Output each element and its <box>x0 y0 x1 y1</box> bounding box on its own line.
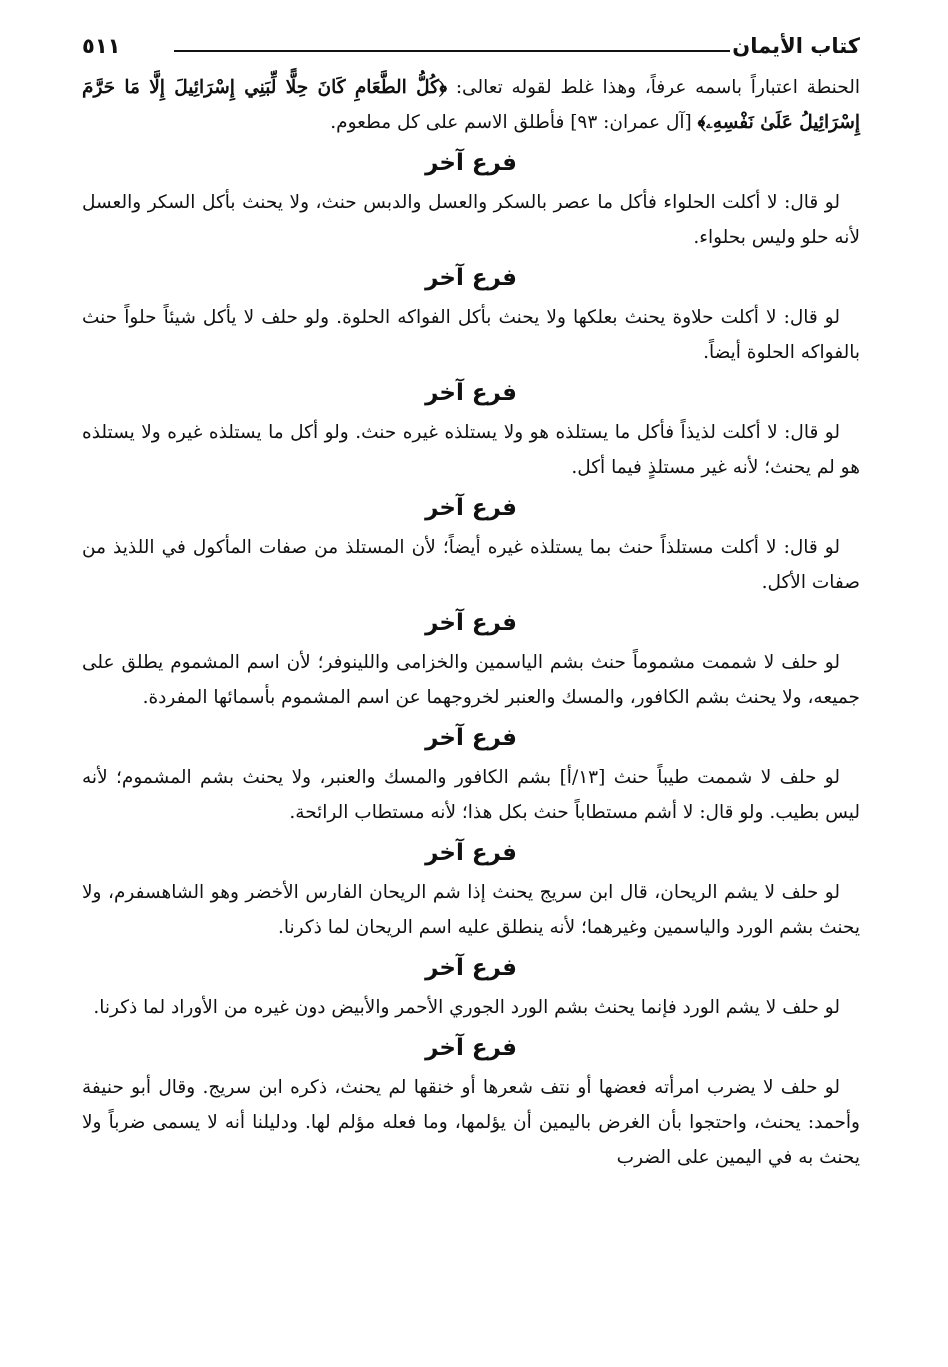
section-paragraph: لو قال: لا أكلت الحلواء فأكل ما عصر بالسكر والعسل والدبس حنث، ولا يحنث بأكل السكر والعسل لأنه حلو وليس بحلواء. <box>82 192 860 248</box>
section-9 <box>82 1025 860 1175</box>
quran-verse: ﴿كُلُّ الطَّعَامِ كَانَ حِلًّا لِّبَنِي إِسْرَائِيلَ إِلَّا مَا حَرَّمَ إِسْرَائِيلُ عَلَىٰ نَفْسِهِۦ﴾ <box>82 77 860 133</box>
section-heading: فرع آخر <box>425 955 517 981</box>
section-7 <box>82 830 860 945</box>
section-paragraph: لو حلف لا يضرب امرأته فعضها أو نتف شعرها أو خنقها لم يحنث، ذكره ابن سريج. وقال أبو حنيفة وأحمد: يحنث، واحتجوا بأن الغرض باليمين أن يؤلمها، وما فعله مؤلم لها. ودليلنا أنه لا يسمى ضرباً ولا يحنث به في اليمين على الضرب <box>82 1077 860 1168</box>
header-rule <box>174 50 730 52</box>
section-paragraph: لو حلف لا شممت مشموماً حنث بشم الياسمين والخزامى واللينوفر؛ لأن اسم المشموم يطلق على جميعه، ولا يحنث بشم الكافور، والمسك والعنبر لخروجهما عن اسم المشموم بأسمائها المفردة. <box>82 652 860 708</box>
section-paragraph: لو قال: لا أكلت حلاوة يحنث بعلكها ولا يحنث بأكل الفواكه الحلوة. ولو حلف لا يأكل شيئاً حلواً حنث بالفواكه الحلوة أيضاً. <box>82 307 860 363</box>
page-number: ٥١١ <box>82 34 121 58</box>
section-8 <box>82 945 860 1025</box>
page-header <box>82 30 860 70</box>
book-page <box>82 30 860 1175</box>
chapter-title: كتاب الأيمان <box>732 34 860 58</box>
section-1 <box>82 140 860 255</box>
section-3 <box>82 370 860 485</box>
section-6 <box>82 715 860 830</box>
section-4 <box>82 485 860 600</box>
section-heading: فرع آخر <box>425 150 517 176</box>
section-paragraph: لو حلف لا يشم الريحان، قال ابن سريج يحنث إذا شم الريحان الفارس الأخضر وهو الشاهسفرم، ولا يحنث بشم الورد والياسمين وغيرهما؛ لأنه ينطلق عليه اسم الريحان لما ذكرنا. <box>82 882 860 938</box>
section-heading: فرع آخر <box>425 725 517 751</box>
section-heading: فرع آخر <box>425 610 517 636</box>
section-5 <box>82 600 860 715</box>
section-heading: فرع آخر <box>425 265 517 291</box>
section-heading: فرع آخر <box>425 840 517 866</box>
intro-text-before: الحنطة اعتباراً باسمه عرفاً، وهذا غلط لقوله تعالى: <box>447 77 860 98</box>
intro-text-after: [آل عمران: ٩٣] فأطلق الاسم على كل مطعوم. <box>330 112 698 133</box>
section-paragraph: لو حلف لا يشم الورد فإنما يحنث بشم الورد الجوري الأحمر والأبيض دون غيره من الأوراد لما ذكرنا. <box>93 997 840 1018</box>
intro-paragraph <box>82 70 860 140</box>
section-heading: فرع آخر <box>425 1035 517 1061</box>
section-heading: فرع آخر <box>425 380 517 406</box>
section-paragraph: لو حلف لا شممت طيباً حنث [١٣/أ] بشم الكافور والمسك والعنبر، ولا يحنث بشم المشموم؛ لأنه ليس بطيب. ولو قال: لا أشم مستطاباً حنث بكل هذا؛ لأنه مستطاب الرائحة. <box>82 767 860 823</box>
section-heading: فرع آخر <box>425 495 517 521</box>
section-paragraph: لو قال: لا أكلت لذيذاً فأكل ما يستلذه هو ولا يستلذه غيره حنث. ولو أكل ما يستلذه غيره ولا يستلذه هو لم يحنث؛ لأنه غير مستلذٍ فيما أكل. <box>82 422 860 478</box>
section-paragraph: لو قال: لا أكلت مستلذاً حنث بما يستلذه غيره أيضاً؛ لأن المستلذ من صفات المأكول في اللذيذ من صفات الأكل. <box>82 537 860 593</box>
section-2 <box>82 255 860 370</box>
